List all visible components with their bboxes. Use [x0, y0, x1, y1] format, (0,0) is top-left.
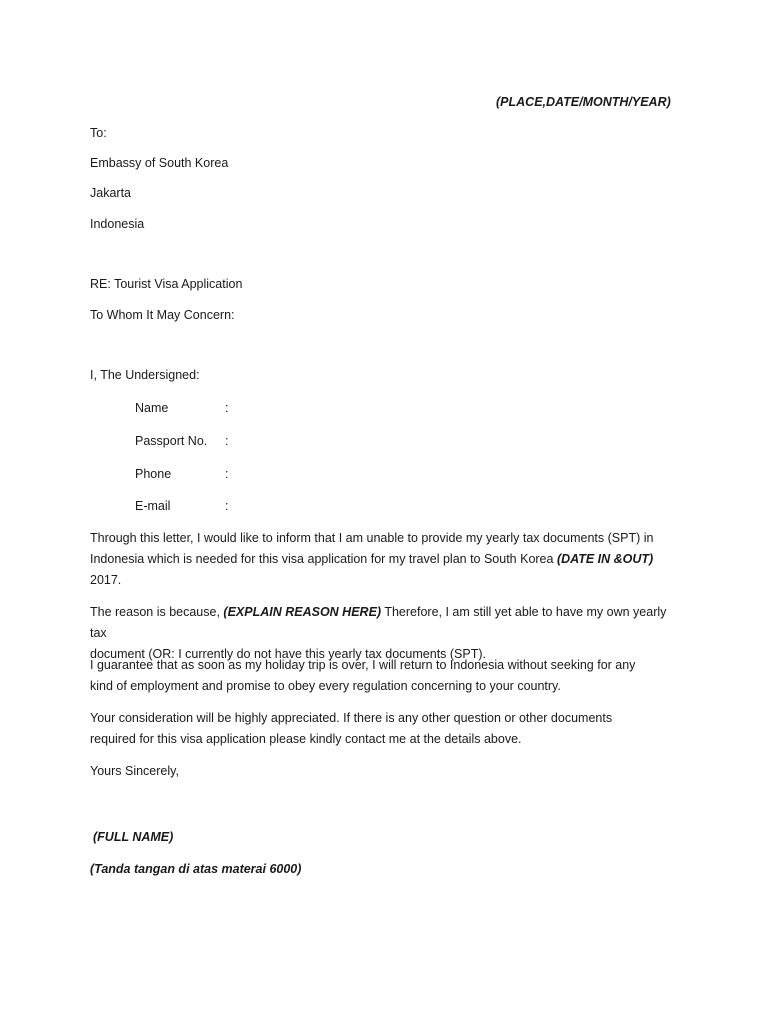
field-colon-email: :: [225, 499, 229, 513]
paragraph-4-line-2: required for this visa application please kindly contact me at the details above.: [90, 732, 522, 746]
paragraph-2-text-c: Therefore, I am still yet able to have my own yearly tax: [90, 605, 667, 640]
field-colon-passport: :: [225, 434, 229, 448]
recipient-line-3: Indonesia: [90, 217, 145, 231]
place-date-placeholder: (PLACE,DATE/MONTH/YEAR): [496, 95, 671, 109]
undersigned-intro: I, The Undersigned:: [90, 368, 200, 382]
to-label: To:: [90, 126, 107, 140]
field-colon-name: :: [225, 401, 229, 415]
recipient-line-1: Embassy of South Korea: [90, 156, 229, 170]
paragraph-3-line-1: I guarantee that as soon as my holiday trip is over, I will return to Indonesia without seeking for any: [90, 658, 636, 672]
paragraph-1-text: Indonesia which is needed for this visa application for my travel plan to South Korea: [90, 552, 557, 566]
salutation: To Whom It May Concern:: [90, 308, 235, 322]
paragraph-2-line-1: [90, 602, 680, 644]
full-name-placeholder: (FULL NAME): [93, 830, 174, 844]
paragraph-1-line-1: Through this letter, I would like to inform that I am unable to provide my yearly tax documents (SPT) in: [90, 531, 654, 545]
paragraph-tax-documents: [90, 528, 680, 591]
signature-note: (Tanda tangan di atas materai 6000): [90, 862, 302, 876]
paragraph-4-line-1: Your consideration will be highly appreciated. If there is any other question or other documents: [90, 711, 613, 725]
paragraph-2-line-2: document (OR: I currently do not have this yearly tax documents (SPT).: [90, 647, 486, 661]
paragraph-1-line-2: [90, 549, 680, 570]
field-label-name: Name: [135, 401, 169, 415]
date-in-out-placeholder: (DATE IN &OUT): [556, 552, 654, 566]
paragraph-2-text-a: The reason is because,: [90, 605, 224, 619]
explain-reason-placeholder: (EXPLAIN REASON HERE): [223, 605, 382, 619]
paragraph-3-line-2: kind of employment and promise to obey every regulation concerning to your country.: [90, 679, 561, 693]
paragraph-guarantee: [90, 655, 680, 697]
subject-line: RE: Tourist Visa Application: [90, 277, 243, 291]
sign-off: Yours Sincerely,: [90, 764, 179, 778]
field-label-phone: Phone: [135, 467, 172, 481]
recipient-line-2: Jakarta: [90, 186, 131, 200]
paragraph-consideration: [90, 708, 680, 750]
paragraph-1-line-3: 2017.: [90, 573, 122, 587]
field-colon-phone: :: [225, 467, 229, 481]
field-label-passport: Passport No.: [135, 434, 208, 448]
field-label-email: E-mail: [135, 499, 171, 513]
